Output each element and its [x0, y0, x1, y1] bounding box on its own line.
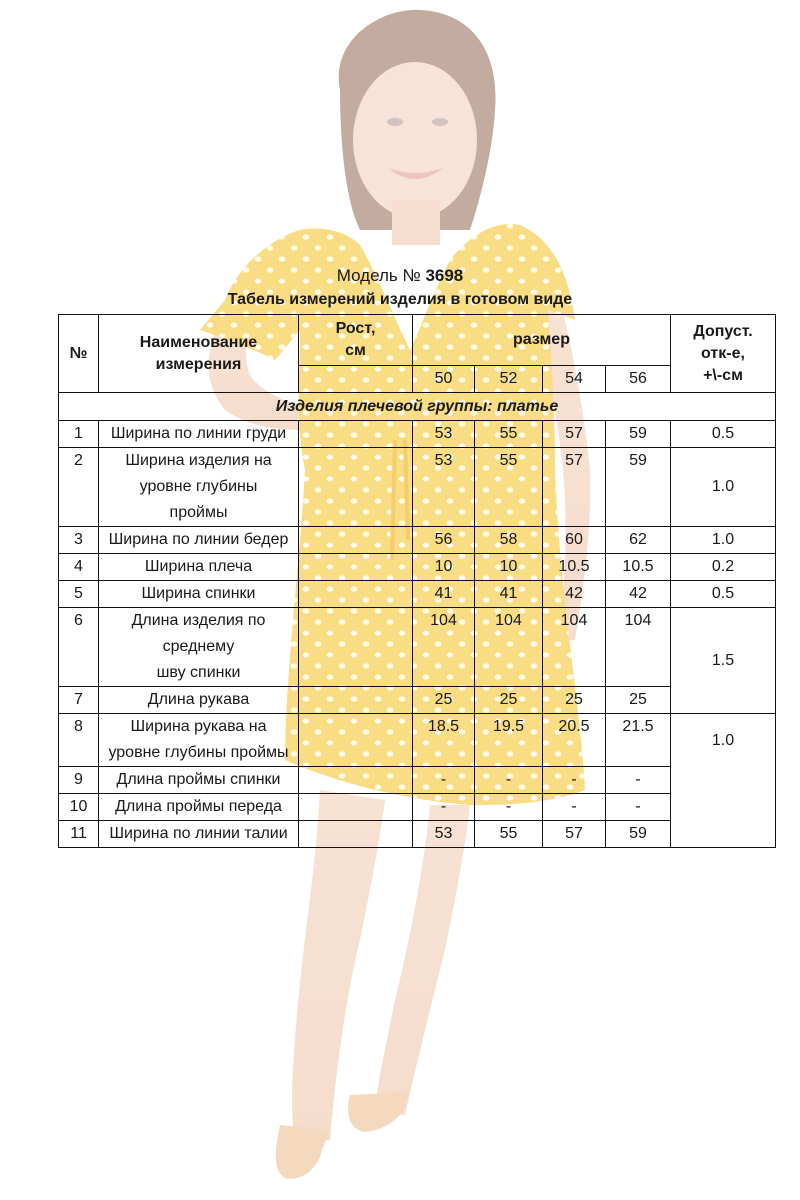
row-size-value: -	[475, 767, 543, 794]
row-number: 6	[59, 608, 99, 687]
row-number: 11	[59, 821, 99, 848]
measure-name-line: Длина изделия по	[131, 612, 266, 629]
group-row	[59, 393, 776, 421]
table-row	[59, 448, 776, 527]
row-size-value: -	[606, 794, 671, 821]
row-size-value: 25	[606, 687, 671, 714]
measure-name-line: Длина проймы переда	[115, 798, 282, 815]
row-height-blank	[299, 714, 413, 767]
row-size-value: 57	[543, 821, 606, 848]
row-size-value: 42	[606, 581, 671, 608]
row-tolerance: 0.5	[671, 421, 776, 448]
row-size-value: -	[475, 794, 543, 821]
size-56: 56	[606, 366, 671, 393]
row-height-blank	[299, 687, 413, 714]
measure-name-line: Длина рукава	[147, 691, 250, 708]
row-height-blank	[299, 608, 413, 687]
row-size-value: 53	[413, 421, 475, 448]
row-number: 3	[59, 527, 99, 554]
row-size-value: 42	[543, 581, 606, 608]
size-54: 54	[543, 366, 606, 393]
row-size-value: 59	[606, 821, 671, 848]
row-size-value: 58	[475, 527, 543, 554]
measurement-rows	[59, 421, 776, 848]
header-height: Рост, см	[299, 315, 413, 366]
row-tolerance: 0.5	[671, 581, 776, 608]
measure-name-line: уровне глубины	[139, 478, 258, 495]
row-measure-name	[99, 821, 299, 848]
model-number-line	[0, 266, 800, 286]
table-row	[59, 767, 776, 794]
row-size-value: 41	[413, 581, 475, 608]
row-size-value: -	[413, 767, 475, 794]
row-tolerance: 1.0	[671, 527, 776, 554]
row-size-value: 19.5	[475, 714, 543, 767]
row-size-value: 55	[475, 821, 543, 848]
row-size-value: 41	[475, 581, 543, 608]
measurement-table	[58, 314, 776, 848]
row-size-value: 25	[543, 687, 606, 714]
size-52: 52	[475, 366, 543, 393]
row-size-value: 104	[606, 608, 671, 687]
row-size-value: 10	[475, 554, 543, 581]
row-tolerance: 1.5	[671, 608, 776, 714]
row-size-value: 20.5	[543, 714, 606, 767]
measure-name-line: уровне глубины проймы	[108, 744, 289, 761]
row-size-value: 25	[413, 687, 475, 714]
row-size-value: 60	[543, 527, 606, 554]
row-height-blank	[299, 767, 413, 794]
row-measure-name	[99, 687, 299, 714]
row-size-value: 104	[413, 608, 475, 687]
table-row	[59, 821, 776, 848]
row-measure-name	[99, 767, 299, 794]
measure-name-line: Ширина по линии талии	[109, 825, 288, 842]
row-size-value: 55	[475, 421, 543, 448]
row-height-blank	[299, 527, 413, 554]
table-row	[59, 794, 776, 821]
row-size-value: -	[543, 794, 606, 821]
row-size-value: 55	[475, 448, 543, 527]
row-height-blank	[299, 821, 413, 848]
table-row	[59, 714, 776, 767]
row-tolerance: 1.0	[671, 714, 776, 848]
measure-name-line: Ширина изделия на	[125, 452, 272, 469]
row-size-value: 25	[475, 687, 543, 714]
row-size-value: 57	[543, 421, 606, 448]
row-size-value: 56	[413, 527, 475, 554]
header-num: №	[59, 315, 99, 393]
row-size-value: 57	[543, 448, 606, 527]
row-size-value: 10.5	[606, 554, 671, 581]
row-measure-name	[99, 608, 299, 687]
row-number: 7	[59, 687, 99, 714]
table-row	[59, 554, 776, 581]
header-name: Наименование измерения	[99, 315, 299, 393]
table-row	[59, 421, 776, 448]
row-size-value: -	[413, 794, 475, 821]
header-tolerance: Допуст. отк-е, +\-см	[671, 315, 776, 393]
measure-name-line: Ширина плеча	[144, 558, 253, 575]
row-size-value: 53	[413, 821, 475, 848]
row-size-value: 18.5	[413, 714, 475, 767]
row-number: 2	[59, 448, 99, 527]
row-tolerance: 0.2	[671, 554, 776, 581]
row-height-blank	[299, 794, 413, 821]
measure-name-line: среднему	[162, 638, 235, 655]
row-size-value: -	[606, 767, 671, 794]
row-size-value: 53	[413, 448, 475, 527]
table-row	[59, 581, 776, 608]
row-size-value: 104	[475, 608, 543, 687]
header-height-blank	[299, 366, 413, 393]
measure-name-line: проймы	[169, 504, 228, 521]
header-row-1	[59, 315, 776, 366]
row-size-value: -	[543, 767, 606, 794]
row-measure-name	[99, 554, 299, 581]
row-size-value: 104	[543, 608, 606, 687]
measure-name-line: Длина проймы спинки	[116, 771, 281, 788]
row-measure-name	[99, 581, 299, 608]
row-size-value: 21.5	[606, 714, 671, 767]
measure-name-line: Ширина спинки	[141, 585, 256, 602]
row-size-value: 62	[606, 527, 671, 554]
row-tolerance: 1.0	[671, 448, 776, 527]
measure-name-line: Ширина по линии груди	[110, 425, 287, 442]
row-measure-name	[99, 448, 299, 527]
row-measure-name	[99, 527, 299, 554]
row-measure-name	[99, 421, 299, 448]
table-row	[59, 608, 776, 687]
row-number: 1	[59, 421, 99, 448]
row-measure-name	[99, 794, 299, 821]
row-number: 10	[59, 794, 99, 821]
model-number: 3698	[425, 266, 464, 285]
row-number: 8	[59, 714, 99, 767]
row-size-value: 10	[413, 554, 475, 581]
row-height-blank	[299, 581, 413, 608]
row-number: 5	[59, 581, 99, 608]
table-title: Табель измерений изделия в готовом виде	[227, 291, 573, 308]
row-number: 4	[59, 554, 99, 581]
header-size: размер	[413, 315, 671, 366]
model-prefix: Модель №	[336, 266, 421, 285]
row-size-value: 59	[606, 448, 671, 527]
size-50: 50	[413, 366, 475, 393]
row-size-value: 59	[606, 421, 671, 448]
table-row	[59, 687, 776, 714]
row-height-blank	[299, 448, 413, 527]
row-height-blank	[299, 554, 413, 581]
measure-name-line: Ширина по линии бедер	[108, 531, 289, 548]
measure-name-line: шву спинки	[156, 664, 241, 681]
group-title: Изделия плечевой группы: платье	[59, 393, 776, 421]
table-row	[59, 527, 776, 554]
row-number: 9	[59, 767, 99, 794]
row-size-value: 10.5	[543, 554, 606, 581]
row-measure-name	[99, 714, 299, 767]
measure-name-line: Ширина рукава на	[130, 718, 267, 735]
row-height-blank	[299, 421, 413, 448]
